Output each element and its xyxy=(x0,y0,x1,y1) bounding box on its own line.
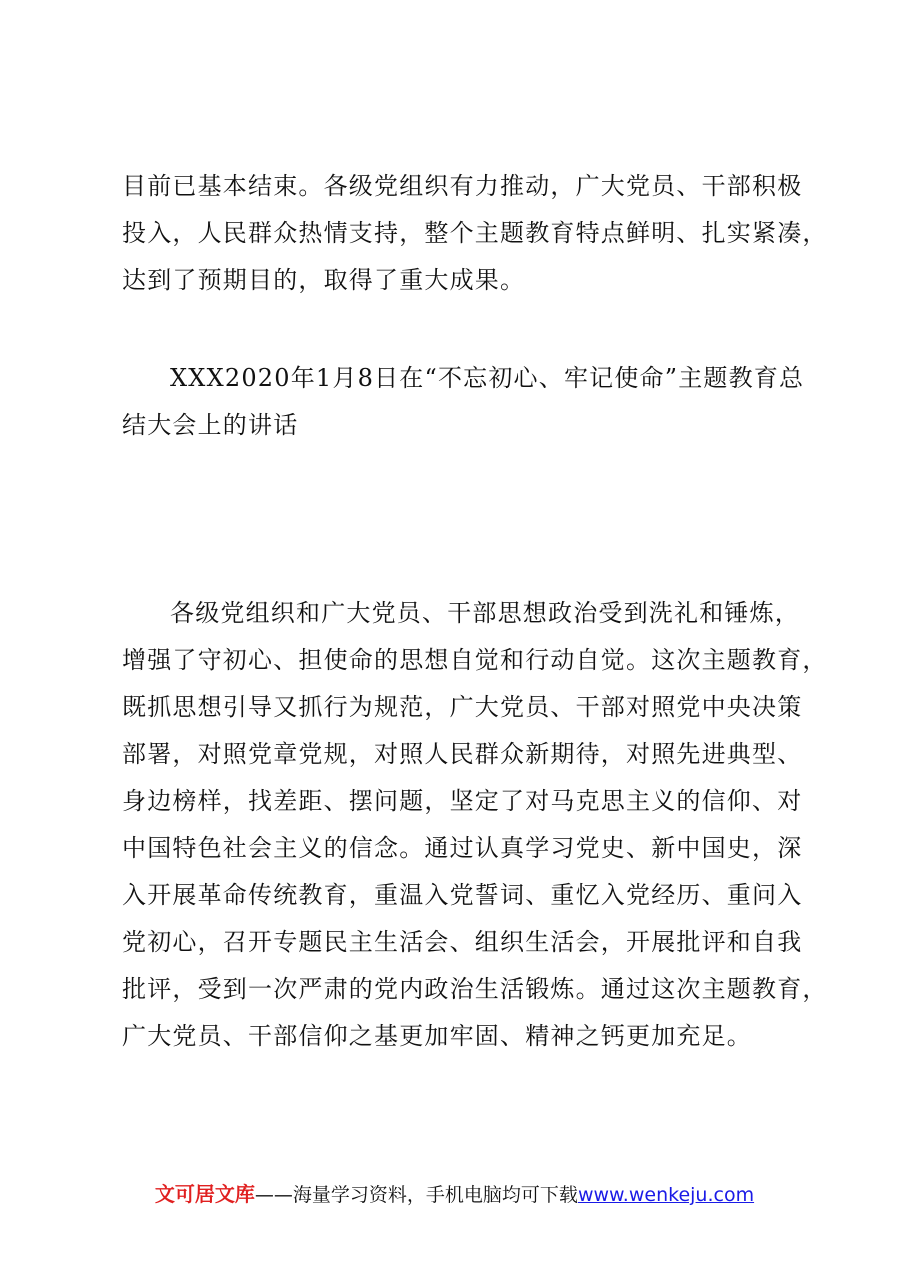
paragraph-line: 各级党组织和广大党员、干部思想政治受到洗礼和锤炼， xyxy=(170,599,800,627)
paragraph-line: 党初心，召开专题民主生活会、组织生活会，开展批评和自我 xyxy=(122,928,803,956)
footer-website-link[interactable]: www.wenkeju.com xyxy=(577,1184,755,1206)
footer-brand: 文可居文库 xyxy=(154,1182,255,1206)
paragraph-line: 部署，对照党章党规，对照人民群众新期待，对照先进典型、 xyxy=(122,740,803,768)
paragraph-line: 广大党员、干部信仰之基更加牢固、精神之钙更加充足。 xyxy=(122,1022,752,1050)
paragraph-line: 投入，人民群众热情支持，整个主题教育特点鲜明、扎实紧凑， xyxy=(122,219,828,247)
paragraph-line: 结大会上的讲话 xyxy=(122,411,299,439)
footer-tagline: ——海量学习资料，手机电脑均可下载 xyxy=(254,1184,578,1206)
paragraph-1 xyxy=(122,163,828,304)
paragraph-line: 批评，受到一次严肃的党内政治生活锻炼。通过这次主题教育， xyxy=(122,975,828,1003)
paragraph-line: 中国特色社会主义的信念。通过认真学习党史、新中国史，深 xyxy=(122,834,803,862)
paragraph-line: 身边榜样，找差距、摆问题，坚定了对马克思主义的信仰、对 xyxy=(122,787,803,815)
paragraph-line: 增强了守初心、担使命的思想自觉和行动自觉。这次主题教育， xyxy=(122,646,828,674)
paragraph-3 xyxy=(122,590,828,1060)
speech-title-paragraph xyxy=(122,355,812,449)
page-footer xyxy=(0,1180,909,1209)
paragraph-line: 既抓思想引导又抓行为规范，广大党员、干部对照党中央决策 xyxy=(122,693,803,721)
paragraph-line: XXX2020年1月8日在“不忘初心、牢记使命”主题教育总 xyxy=(170,364,805,392)
paragraph-line: 目前已基本结束。各级党组织有力推动，广大党员、干部积极 xyxy=(122,172,803,200)
paragraph-line: 入开展革命传统教育，重温入党誓词、重忆入党经历、重问入 xyxy=(122,881,803,909)
paragraph-line: 达到了预期目的，取得了重大成果。 xyxy=(122,266,526,294)
